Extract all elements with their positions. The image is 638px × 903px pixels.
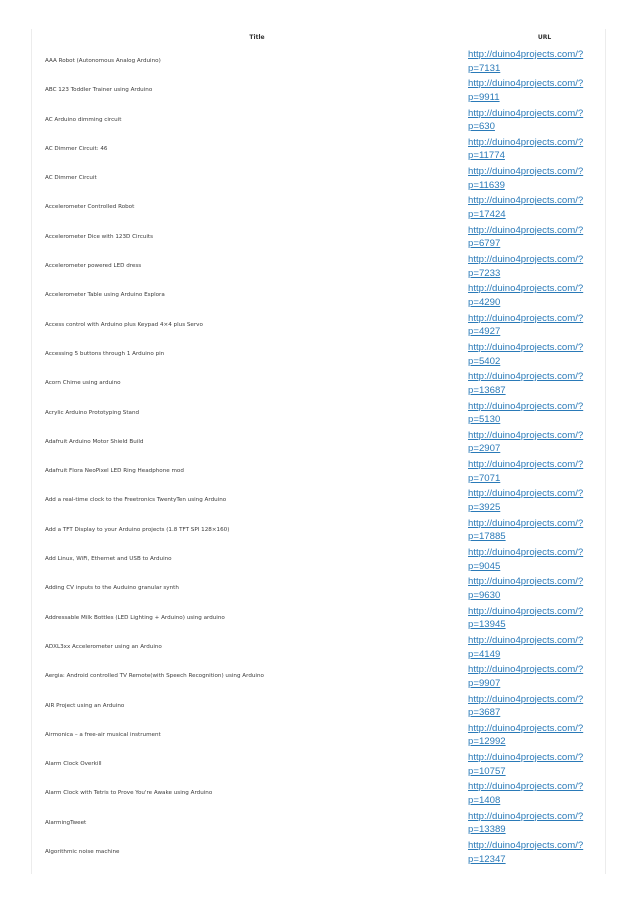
table-row: [32, 76, 605, 105]
table-row: [32, 604, 605, 633]
project-title: Accelerometer Table using Arduino Esplora: [45, 292, 165, 299]
url-line-2: p=12992: [468, 736, 506, 748]
url-line-2: p=3687: [468, 707, 501, 719]
table-row: [32, 340, 605, 369]
table-row: [32, 750, 605, 779]
project-url-link[interactable]: [468, 224, 598, 251]
project-title: Add Linux, WiFi, Ethernet and USB to Arduino: [45, 556, 172, 563]
project-title: Accelerometer powered LED dress: [45, 263, 142, 270]
url-line-2: p=13687: [468, 384, 506, 396]
url-line-1: http://duino4projects.com/?: [468, 166, 584, 178]
project-title: AC Dimmer Circuit: 46: [45, 145, 108, 152]
project-title: Add a TFT Display to your Arduino projects (1.8 TFT SPI 128×160): [45, 526, 230, 533]
project-url-link[interactable]: [468, 839, 598, 866]
project-title: Accelerometer Dice with 123D Circuits: [45, 233, 154, 240]
project-title: Access control with Arduino plus Keypad 4×4 plus Servo: [45, 321, 203, 328]
project-title: Adafruit Flora NeoPixel LED Ring Headphone mod: [45, 468, 184, 475]
url-line-1: http://duino4projects.com/?: [468, 341, 584, 353]
url-line-1: http://duino4projects.com/?: [468, 810, 584, 822]
table-row: [32, 252, 605, 281]
project-url-link[interactable]: [468, 663, 598, 690]
table-row: [32, 633, 605, 662]
url-line-1: http://duino4projects.com/?: [468, 605, 584, 617]
project-url-link[interactable]: [468, 751, 598, 778]
url-line-2: p=9907: [468, 677, 501, 689]
project-title: Acrylic Arduino Prototyping Stand: [45, 409, 140, 416]
project-title: AC Dimmer Circuit: [45, 175, 97, 182]
project-title: ABC 123 Toddler Trainer using Arduino: [45, 87, 153, 94]
project-url-link[interactable]: [468, 517, 598, 544]
url-line-1: http://duino4projects.com/?: [468, 49, 584, 60]
project-title: Algorithmic noise machine: [45, 849, 120, 856]
url-line-2: p=11774: [468, 150, 505, 162]
url-line-2: p=13945: [468, 619, 506, 631]
url-line-2: p=7131: [468, 62, 501, 74]
url-line-1: http://duino4projects.com/?: [468, 371, 584, 383]
project-url-link[interactable]: [468, 546, 598, 573]
url-line-1: http://duino4projects.com/?: [468, 547, 584, 559]
table-row: [32, 692, 605, 721]
url-line-2: p=11639: [468, 179, 505, 191]
table-row: [32, 721, 605, 750]
project-title: Accessing 5 buttons through 1 Arduino pin: [45, 350, 165, 357]
table-row: [32, 516, 605, 545]
url-line-1: http://duino4projects.com/?: [468, 400, 584, 412]
url-line-2: p=10757: [468, 765, 506, 777]
project-url-link[interactable]: [468, 136, 598, 163]
url-line-1: http://duino4projects.com/?: [468, 722, 584, 734]
project-title: Adding CV inputs to the Auduino granular synth: [45, 585, 179, 592]
url-line-2: p=4290: [468, 296, 501, 308]
project-title: AIR Project using an Arduino: [45, 702, 125, 709]
url-line-1: http://duino4projects.com/?: [468, 429, 584, 441]
url-line-2: p=7071: [468, 472, 501, 484]
project-title: Accelerometer Controlled Robot: [45, 204, 135, 211]
url-line-2: p=12347: [468, 853, 506, 865]
table-row: [32, 838, 605, 867]
url-line-1: http://duino4projects.com/?: [468, 107, 584, 119]
project-url-link[interactable]: [468, 282, 598, 309]
table-row: [32, 486, 605, 515]
table-row: [32, 281, 605, 310]
url-line-2: p=17885: [468, 531, 506, 543]
url-line-1: http://duino4projects.com/?: [468, 283, 584, 295]
url-line-2: p=4149: [468, 648, 501, 660]
table-row: [32, 428, 605, 457]
table-header: [32, 29, 605, 47]
project-title: Airmonica – a free-air musical instrument: [45, 731, 161, 738]
project-url-link[interactable]: [468, 253, 598, 280]
table-row: [32, 457, 605, 486]
table-row: [32, 311, 605, 340]
project-title: Aergia: Android controlled TV Remote(with Speech Recognition) using Arduino: [45, 673, 264, 680]
table-row: [32, 47, 605, 76]
url-line-2: p=1408: [468, 795, 501, 807]
project-url-link[interactable]: [468, 165, 598, 192]
column-header-url: URL: [537, 34, 552, 41]
project-url-link[interactable]: [468, 575, 598, 602]
column-header-title: Title: [249, 34, 265, 41]
project-url-link[interactable]: [468, 77, 598, 104]
url-line-2: p=3925: [468, 502, 501, 514]
project-title: Alarm Clock with Tetris to Prove You're Awake using Arduino: [45, 790, 213, 797]
table-row: [32, 662, 605, 691]
table-row: [32, 106, 605, 135]
project-url-link[interactable]: [468, 312, 598, 339]
table-row: [32, 223, 605, 252]
project-url-link[interactable]: [468, 487, 598, 514]
project-url-link[interactable]: [468, 429, 598, 456]
project-url-link[interactable]: [468, 370, 598, 397]
url-line-2: p=9630: [468, 589, 501, 601]
url-line-1: http://duino4projects.com/?: [468, 634, 584, 646]
url-line-1: http://duino4projects.com/?: [468, 664, 584, 676]
project-title: ADXL3xx Accelerometer using an Arduino: [45, 643, 162, 650]
project-url-link[interactable]: [468, 194, 598, 221]
url-line-2: p=2907: [468, 443, 501, 455]
project-url-link[interactable]: [468, 400, 598, 427]
url-line-2: p=5402: [468, 355, 501, 367]
project-url-link[interactable]: [468, 107, 598, 134]
url-line-2: p=5130: [468, 414, 501, 426]
table-row: [32, 135, 605, 164]
url-line-2: p=630: [468, 121, 495, 133]
url-line-2: p=4927: [468, 326, 501, 338]
url-line-1: http://duino4projects.com/?: [468, 781, 584, 793]
table-row: [32, 574, 605, 603]
project-url-link[interactable]: [468, 341, 598, 368]
url-line-2: p=13389: [468, 824, 506, 836]
url-line-1: http://duino4projects.com/?: [468, 693, 584, 705]
url-line-1: http://duino4projects.com/?: [468, 488, 584, 500]
url-line-2: p=9911: [468, 91, 500, 103]
project-title: AAA Robot (Autonomous Analog Arduino): [45, 58, 161, 64]
url-line-1: http://duino4projects.com/?: [468, 254, 584, 266]
project-title: Add a real-time clock to the Freetronics TwentyTen using Arduino: [45, 497, 227, 504]
table-row: [32, 809, 605, 838]
url-line-1: http://duino4projects.com/?: [468, 136, 584, 148]
url-line-2: p=9045: [468, 560, 501, 572]
project-url-link[interactable]: [468, 693, 598, 720]
document-page: [31, 29, 606, 874]
url-line-1: http://duino4projects.com/?: [468, 517, 584, 529]
url-line-2: p=6797: [468, 238, 501, 250]
project-url-link[interactable]: [468, 722, 598, 749]
url-line-2: p=17424: [468, 209, 506, 221]
url-line-1: http://duino4projects.com/?: [468, 224, 584, 236]
url-line-1: http://duino4projects.com/?: [468, 312, 584, 324]
project-title: AC Arduino dimming circuit: [45, 116, 122, 123]
url-line-1: http://duino4projects.com/?: [468, 752, 584, 764]
project-title: Adafruit Arduino Motor Shield Build: [45, 438, 144, 445]
table-row: [32, 193, 605, 222]
table-row: [32, 369, 605, 398]
table-row: [32, 399, 605, 428]
project-url-link[interactable]: [468, 634, 598, 661]
project-title: Alarm Clock Overkill: [45, 761, 102, 768]
project-url-link[interactable]: [468, 458, 598, 485]
url-line-2: p=7233: [468, 267, 501, 279]
url-line-1: http://duino4projects.com/?: [468, 195, 584, 207]
table-row: [32, 164, 605, 193]
url-line-1: http://duino4projects.com/?: [468, 78, 584, 90]
project-url-link[interactable]: [468, 780, 598, 807]
project-title: Acorn Chime using arduino: [45, 380, 121, 387]
url-line-1: http://duino4projects.com/?: [468, 459, 584, 471]
project-title: AlarmingTweet: [45, 819, 87, 826]
url-line-1: http://duino4projects.com/?: [468, 576, 584, 588]
project-url-link[interactable]: [468, 605, 598, 632]
project-title: Addressable Milk Bottles (LED Lighting + Arduino) using arduino: [45, 614, 225, 621]
table-row: [32, 779, 605, 808]
table-body: [32, 47, 605, 867]
project-url-link[interactable]: [468, 810, 598, 837]
table-row: [32, 545, 605, 574]
project-url-link[interactable]: [468, 48, 598, 75]
url-line-1: http://duino4projects.com/?: [468, 840, 584, 852]
